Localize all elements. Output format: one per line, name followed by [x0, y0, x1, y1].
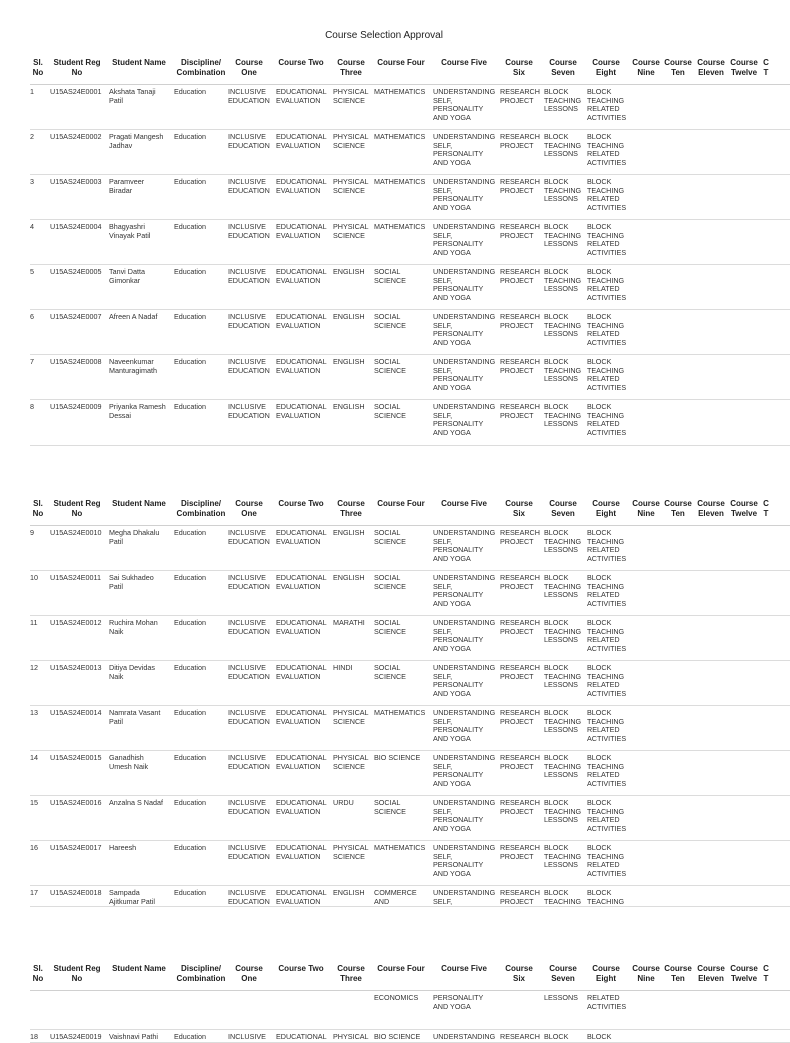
table-cell: BLOCK TEACHING RELATED ACTIVITIES — [587, 663, 627, 698]
table-cell: PHYSICAL SCIENCE — [333, 753, 369, 771]
table-cell: BLOCK TEACHING RELATED ACTIVITIES — [587, 708, 627, 743]
table-cell: EDUCATIONAL — [276, 1032, 327, 1041]
table-cell: Education — [174, 573, 206, 582]
table-cell: UNDERSTANDING SELF, PERSONALITY AND YOGA — [433, 357, 496, 392]
table-cell: EDUCATIONAL EVALUATION — [276, 798, 327, 816]
table-cell: Education — [174, 753, 206, 762]
table-cell: INCLUSIVE EDUCATION — [228, 177, 270, 195]
table-cell: U15AS24E0015 — [50, 753, 102, 762]
table-cell: MATHEMATICS — [374, 132, 426, 141]
table-cell: U15AS24E0011 — [50, 573, 102, 582]
column-header: Course Twelve — [730, 964, 758, 983]
table-cell: BLOCK TEACHING LESSONS — [544, 222, 582, 249]
table-cell: Ruchira Mohan Naik — [109, 618, 158, 636]
table-cell: UNDERSTANDING SELF, PERSONALITY AND YOGA — [433, 708, 496, 743]
column-header: Course Eight — [592, 964, 620, 983]
table-cell: 15 — [30, 798, 38, 807]
table-cell: UNDERSTANDING SELF, PERSONALITY AND YOGA — [433, 573, 496, 608]
table-cell: INCLUSIVE EDUCATION — [228, 753, 270, 771]
table-cell: UNDERSTANDING SELF, PERSONALITY AND YOGA — [433, 798, 496, 833]
table-cell: PHYSICAL SCIENCE — [333, 87, 369, 105]
table-cell: U15AS24E0005 — [50, 267, 102, 276]
table-cell: INCLUSIVE EDUCATION — [228, 222, 270, 240]
column-header: Course Ten — [664, 964, 692, 983]
table-cell: ENGLISH — [333, 402, 365, 411]
table-cell: PHYSICAL SCIENCE — [333, 708, 369, 726]
table-cell: SOCIAL SCIENCE — [374, 798, 406, 816]
table-cell: Megha Dhakalu Patil — [109, 528, 160, 546]
column-header: Course Two — [278, 58, 324, 67]
table-cell: RESEARCH PROJECT — [500, 708, 540, 726]
table-row — [30, 355, 790, 400]
table-cell: BLOCK TEACHING LESSONS — [544, 843, 582, 870]
table-cell: BLOCK TEACHING — [544, 888, 582, 906]
table-cell: INCLUSIVE EDUCATION — [228, 87, 270, 105]
table-cell: LESSONS — [544, 993, 578, 1002]
table-cell: Namrata Vasant Patil — [109, 708, 161, 726]
table-cell: RESEARCH PROJECT — [500, 753, 540, 771]
table-row — [30, 220, 790, 265]
table-cell: Education — [174, 843, 206, 852]
table-cell: Akshata Tanaji Patil — [109, 87, 156, 105]
table-cell: UNDERSTANDING SELF, PERSONALITY AND YOGA — [433, 663, 496, 698]
table-cell: ENGLISH — [333, 267, 365, 276]
table-cell: RESEARCH PROJECT — [500, 357, 540, 375]
table-cell: BLOCK TEACHING RELATED ACTIVITIES — [587, 618, 627, 653]
table-cell: 4 — [30, 222, 34, 231]
table-cell: RESEARCH PROJECT — [500, 402, 540, 420]
table-cell: U15AS24E0010 — [50, 528, 102, 537]
table-cell: 12 — [30, 663, 38, 672]
table-cell: 13 — [30, 708, 38, 717]
table-cell: Sai Sukhadeo Patil — [109, 573, 154, 591]
column-header: Course Nine — [632, 58, 660, 77]
column-header: Course Seven — [549, 964, 577, 983]
column-header: Course Six — [505, 499, 533, 518]
table-header — [30, 58, 790, 85]
table-cell: MARATHI — [333, 618, 365, 627]
table-cell: HINDI — [333, 663, 353, 672]
table-cell: RESEARCH PROJECT — [500, 888, 540, 906]
column-header: Discipline/ Combination — [176, 964, 226, 983]
table-cell: INCLUSIVE EDUCATION — [228, 573, 270, 591]
table-cell: Education — [174, 1032, 206, 1041]
table-row — [30, 886, 790, 907]
table-row — [30, 841, 790, 886]
table-cell: Education — [174, 402, 206, 411]
table-cell: BLOCK TEACHING RELATED ACTIVITIES — [587, 843, 627, 878]
table-cell: EDUCATIONAL EVALUATION — [276, 663, 327, 681]
column-header: Course Nine — [632, 964, 660, 983]
table-cell: SOCIAL SCIENCE — [374, 357, 406, 375]
column-header: Student Name — [112, 964, 166, 973]
column-header: Course Eight — [592, 499, 620, 518]
table-cell: BLOCK TEACHING LESSONS — [544, 798, 582, 825]
table-cell: BLOCK TEACHING LESSONS — [544, 708, 582, 735]
table-row — [30, 130, 790, 175]
table-row — [30, 526, 790, 571]
table-cell: UNDERSTANDING SELF, PERSONALITY AND YOGA — [433, 402, 496, 437]
column-header: Course Two — [278, 964, 324, 973]
column-header: Course Four — [377, 58, 425, 67]
table-cell: Education — [174, 528, 206, 537]
table-cell: RESEARCH PROJECT — [500, 663, 540, 681]
table-cell: EDUCATIONAL EVALUATION — [276, 267, 327, 285]
column-header: Course Seven — [549, 58, 577, 77]
table-cell: PHYSICAL — [333, 1032, 369, 1041]
table-cell: INCLUSIVE EDUCATION — [228, 888, 270, 906]
table-cell: RESEARCH PROJECT — [500, 267, 540, 285]
table-cell: EDUCATIONAL EVALUATION — [276, 573, 327, 591]
table-cell: INCLUSIVE EDUCATION — [228, 618, 270, 636]
table-cell: EDUCATIONAL EVALUATION — [276, 222, 327, 240]
table-cell: EDUCATIONAL EVALUATION — [276, 132, 327, 150]
table-row — [30, 751, 790, 796]
table-cell: Anzalna S Nadaf — [109, 798, 163, 807]
table-cell: SOCIAL SCIENCE — [374, 312, 406, 330]
table-cell: Bhagyashri Vinayak Patil — [109, 222, 151, 240]
column-header: Course Twelve — [730, 499, 758, 518]
column-header: Course Four — [377, 964, 425, 973]
table-cell: Ditiya Devidas Naik — [109, 663, 155, 681]
table-cell: BLOCK TEACHING RELATED ACTIVITIES — [587, 132, 627, 167]
table-cell: 1 — [30, 87, 34, 96]
table-cell: EDUCATIONAL EVALUATION — [276, 753, 327, 771]
table-cell: 8 — [30, 402, 34, 411]
page-title: Course Selection Approval — [325, 30, 443, 41]
column-header: Course Five — [441, 964, 487, 973]
table-cell: BLOCK — [587, 1032, 612, 1041]
column-header: Course Seven — [549, 499, 577, 518]
table-cell: Priyanka Ramesh Dessai — [109, 402, 166, 420]
table-cell: INCLUSIVE EDUCATION — [228, 267, 270, 285]
table-cell: INCLUSIVE EDUCATION — [228, 312, 270, 330]
column-header: Course One — [235, 964, 263, 983]
table-cell: RESEARCH PROJECT — [500, 177, 540, 195]
table-cell: 17 — [30, 888, 38, 897]
table-cell: BLOCK TEACHING RELATED ACTIVITIES — [587, 222, 627, 257]
table-cell: U15AS24E0008 — [50, 357, 102, 366]
table-cell: EDUCATIONAL EVALUATION — [276, 87, 327, 105]
table-cell: Afreen A Nadaf — [109, 312, 158, 321]
column-header: Student Name — [112, 499, 166, 508]
table-cell: BLOCK TEACHING RELATED ACTIVITIES — [587, 357, 627, 392]
table-cell: BLOCK TEACHING LESSONS — [544, 312, 582, 339]
table-row — [30, 571, 790, 616]
table-cell: U15AS24E0001 — [50, 87, 102, 96]
table-cell: U15AS24E0018 — [50, 888, 102, 897]
table-cell: BLOCK TEACHING LESSONS — [544, 132, 582, 159]
table-cell: SOCIAL SCIENCE — [374, 573, 406, 591]
table-cell: Education — [174, 663, 206, 672]
table-cell: MATHEMATICS — [374, 177, 426, 186]
table-cell: PERSONALITY AND YOGA — [433, 993, 484, 1011]
table-cell: 6 — [30, 312, 34, 321]
table-cell: INCLUSIVE — [228, 1032, 266, 1041]
table-cell: SOCIAL SCIENCE — [374, 528, 406, 546]
table-cell: BLOCK TEACHING LESSONS — [544, 753, 582, 780]
table-cell: MATHEMATICS — [374, 222, 426, 231]
table-cell: 11 — [30, 618, 38, 627]
table-cell: RESEARCH PROJECT — [500, 843, 540, 861]
column-header: Course Six — [505, 964, 533, 983]
table-cell: INCLUSIVE EDUCATION — [228, 528, 270, 546]
table-cell: 10 — [30, 573, 38, 582]
table-cell: SOCIAL SCIENCE — [374, 663, 406, 681]
table-cell: EDUCATIONAL EVALUATION — [276, 888, 327, 906]
table-cell: BLOCK TEACHING LESSONS — [544, 267, 582, 294]
table-cell: SOCIAL SCIENCE — [374, 402, 406, 420]
column-header: C T — [763, 964, 769, 983]
table-header — [30, 964, 790, 991]
table-cell: RELATED ACTIVITIES — [587, 993, 627, 1011]
table-row — [30, 1030, 790, 1043]
table-row — [30, 796, 790, 841]
column-header: Course Eleven — [697, 499, 725, 518]
column-header: Discipline/ Combination — [176, 499, 226, 518]
column-header: Course Twelve — [730, 58, 758, 77]
course-table-page-2 — [30, 499, 790, 907]
table-cell: RESEARCH PROJECT — [500, 312, 540, 330]
table-cell: UNDERSTANDING SELF, PERSONALITY AND YOGA — [433, 132, 496, 167]
table-cell: UNDERSTANDING SELF, PERSONALITY AND YOGA — [433, 312, 496, 347]
table-cell: U15AS24E0013 — [50, 663, 102, 672]
table-cell: 3 — [30, 177, 34, 186]
table-cell: Education — [174, 132, 206, 141]
column-header: Course One — [235, 58, 263, 77]
table-cell: INCLUSIVE EDUCATION — [228, 798, 270, 816]
table-cell: EDUCATIONAL EVALUATION — [276, 402, 327, 420]
column-header: Sl. No — [32, 499, 44, 518]
column-header: C T — [763, 58, 769, 77]
table-cell: BLOCK TEACHING LESSONS — [544, 402, 582, 429]
column-header: Course Five — [441, 499, 487, 508]
table-cell: PHYSICAL SCIENCE — [333, 177, 369, 195]
table-cell: COMMERCE AND — [374, 888, 417, 906]
table-cell: 18 — [30, 1032, 38, 1041]
table-cell: ENGLISH — [333, 312, 365, 321]
column-header: Course Eleven — [697, 58, 725, 77]
table-cell: 14 — [30, 753, 38, 762]
table-cell: 5 — [30, 267, 34, 276]
table-cell: MATHEMATICS — [374, 87, 426, 96]
table-row — [30, 400, 790, 446]
table-cell: BLOCK — [544, 1032, 569, 1041]
table-cell: EDUCATIONAL EVALUATION — [276, 843, 327, 861]
table-cell: U15AS24E0009 — [50, 402, 102, 411]
table-cell: SOCIAL SCIENCE — [374, 267, 406, 285]
table-cell: PHYSICAL SCIENCE — [333, 222, 369, 240]
table-cell: BLOCK TEACHING LESSONS — [544, 177, 582, 204]
table-row — [30, 706, 790, 751]
column-header: Course Nine — [632, 499, 660, 518]
table-cell: Education — [174, 267, 206, 276]
table-cell: Education — [174, 618, 206, 627]
table-cell: URDU — [333, 798, 354, 807]
column-header: Student Reg No — [53, 499, 101, 518]
table-header — [30, 499, 790, 526]
table-cell: UNDERSTANDING SELF, PERSONALITY AND YOGA — [433, 753, 496, 788]
table-cell: U15AS24E0003 — [50, 177, 102, 186]
table-cell: BLOCK TEACHING LESSONS — [544, 528, 582, 555]
table-cell: Paramveer Biradar — [109, 177, 145, 195]
table-cell: BLOCK TEACHING — [587, 888, 625, 906]
table-cell: UNDERSTANDING SELF, PERSONALITY AND YOGA — [433, 843, 496, 878]
column-header: Course Ten — [664, 499, 692, 518]
table-cell: INCLUSIVE EDUCATION — [228, 132, 270, 150]
table-cell: U15AS24E0004 — [50, 222, 102, 231]
table-cell: RESEARCH PROJECT — [500, 528, 540, 546]
table-cell: UNDERSTANDING SELF, — [433, 888, 496, 906]
column-header: Course Three — [337, 58, 365, 77]
course-table-page-3 — [30, 964, 790, 1043]
table-row — [30, 175, 790, 220]
table-cell: INCLUSIVE EDUCATION — [228, 843, 270, 861]
table-row — [30, 661, 790, 706]
table-cell: BIO SCIENCE — [374, 753, 421, 762]
table-cell: Naveenkumar Manturagimath — [109, 357, 157, 375]
table-cell: BLOCK TEACHING RELATED ACTIVITIES — [587, 573, 627, 608]
table-cell: U15AS24E0014 — [50, 708, 102, 717]
column-header: Student Reg No — [53, 964, 101, 983]
table-cell: UNDERSTANDING SELF, PERSONALITY AND YOGA — [433, 267, 496, 302]
table-cell: 16 — [30, 843, 38, 852]
table-cell: RESEARCH PROJECT — [500, 573, 540, 591]
table-cell: BLOCK TEACHING LESSONS — [544, 663, 582, 690]
column-header: Student Reg No — [53, 58, 101, 77]
table-row — [30, 616, 790, 661]
table-cell: BLOCK TEACHING LESSONS — [544, 87, 582, 114]
table-cell: BLOCK TEACHING RELATED ACTIVITIES — [587, 177, 627, 212]
table-row — [30, 85, 790, 130]
column-header: Course One — [235, 499, 263, 518]
table-cell: EDUCATIONAL EVALUATION — [276, 618, 327, 636]
table-cell: 2 — [30, 132, 34, 141]
table-cell: BLOCK TEACHING RELATED ACTIVITIES — [587, 312, 627, 347]
table-cell: INCLUSIVE EDUCATION — [228, 402, 270, 420]
column-header: Course Three — [337, 499, 365, 518]
table-cell: ECONOMICS — [374, 993, 419, 1002]
table-cell: U15AS24E0012 — [50, 618, 102, 627]
table-cell: Hareesh — [109, 843, 137, 852]
table-cell: MATHEMATICS — [374, 843, 426, 852]
table-cell: UNDERSTANDING — [433, 1032, 496, 1041]
table-cell: BLOCK TEACHING RELATED ACTIVITIES — [587, 528, 627, 563]
table-cell: SOCIAL SCIENCE — [374, 618, 406, 636]
table-cell: Education — [174, 708, 206, 717]
table-cell: BLOCK TEACHING RELATED ACTIVITIES — [587, 402, 627, 437]
table-cell: UNDERSTANDING SELF, PERSONALITY AND YOGA — [433, 222, 496, 257]
table-cell: Education — [174, 177, 206, 186]
table-cell: BIO SCIENCE — [374, 1032, 421, 1041]
column-header: Course Four — [377, 499, 425, 508]
table-cell: UNDERSTANDING SELF, PERSONALITY AND YOGA — [433, 87, 496, 122]
column-header: Discipline/ Combination — [176, 58, 226, 77]
table-cell: Education — [174, 357, 206, 366]
table-cell: EDUCATIONAL EVALUATION — [276, 312, 327, 330]
table-cell: 7 — [30, 357, 34, 366]
column-header: Sl. No — [32, 964, 44, 983]
table-cell: RESEARCH — [500, 1032, 540, 1041]
table-cell: PHYSICAL SCIENCE — [333, 132, 369, 150]
table-cell: EDUCATIONAL EVALUATION — [276, 528, 327, 546]
table-cell: BLOCK TEACHING LESSONS — [544, 573, 582, 600]
table-cell: Education — [174, 87, 206, 96]
table-cell: BLOCK TEACHING LESSONS — [544, 357, 582, 384]
column-header: Course Ten — [664, 58, 692, 77]
table-cell: ENGLISH — [333, 528, 365, 537]
table-cell: INCLUSIVE EDUCATION — [228, 357, 270, 375]
table-cell: RESEARCH PROJECT — [500, 222, 540, 240]
table-cell: U15AS24E0017 — [50, 843, 102, 852]
column-header: Course Eleven — [697, 964, 725, 983]
table-row — [30, 265, 790, 310]
table-cell: Education — [174, 312, 206, 321]
table-cell: UNDERSTANDING SELF, PERSONALITY AND YOGA — [433, 618, 496, 653]
table-cell: EDUCATIONAL EVALUATION — [276, 708, 327, 726]
table-cell: BLOCK TEACHING RELATED ACTIVITIES — [587, 753, 627, 788]
table-cell: Pragati Mangesh Jadhav — [109, 132, 164, 150]
table-cell: U15AS24E0007 — [50, 312, 102, 321]
table-row — [30, 310, 790, 355]
table-cell: RESEARCH PROJECT — [500, 87, 540, 105]
table-cell: MATHEMATICS — [374, 708, 426, 717]
column-header: Course Six — [505, 58, 533, 77]
column-header: Course Two — [278, 499, 324, 508]
table-cell: Sampada Ajitkumar Patil — [109, 888, 155, 906]
table-cell: Ganadhish Umesh Naik — [109, 753, 149, 771]
table-cell: Vaishnavi Pathi — [109, 1032, 159, 1041]
table-cell: PHYSICAL SCIENCE — [333, 843, 369, 861]
table-row — [30, 991, 790, 1030]
table-cell: RESEARCH PROJECT — [500, 798, 540, 816]
table-cell: 9 — [30, 528, 34, 537]
table-cell: ENGLISH — [333, 357, 365, 366]
column-header: Sl. No — [32, 58, 44, 77]
column-header: Course Eight — [592, 58, 620, 77]
table-cell: ENGLISH — [333, 888, 365, 897]
table-cell: Education — [174, 888, 206, 897]
table-cell: EDUCATIONAL EVALUATION — [276, 177, 327, 195]
column-header: Student Name — [112, 58, 166, 67]
table-cell: U15AS24E0019 — [50, 1032, 102, 1041]
column-header: Course Five — [441, 58, 487, 67]
table-cell: BLOCK TEACHING RELATED ACTIVITIES — [587, 267, 627, 302]
table-cell: UNDERSTANDING SELF, PERSONALITY AND YOGA — [433, 528, 496, 563]
table-cell: ENGLISH — [333, 573, 365, 582]
course-table-page-1 — [30, 58, 790, 446]
table-cell: Education — [174, 798, 206, 807]
table-cell: INCLUSIVE EDUCATION — [228, 708, 270, 726]
table-cell: RESEARCH PROJECT — [500, 132, 540, 150]
table-cell: BLOCK TEACHING RELATED ACTIVITIES — [587, 798, 627, 833]
table-cell: U15AS24E0002 — [50, 132, 102, 141]
table-cell: Education — [174, 222, 206, 231]
table-cell: BLOCK TEACHING RELATED ACTIVITIES — [587, 87, 627, 122]
table-cell: INCLUSIVE EDUCATION — [228, 663, 270, 681]
column-header: C T — [763, 499, 769, 518]
table-cell: UNDERSTANDING SELF, PERSONALITY AND YOGA — [433, 177, 496, 212]
table-cell: Tanvi Datta Gimonkar — [109, 267, 145, 285]
table-cell: U15AS24E0016 — [50, 798, 102, 807]
table-cell: RESEARCH PROJECT — [500, 618, 540, 636]
table-cell: EDUCATIONAL EVALUATION — [276, 357, 327, 375]
table-cell: BLOCK TEACHING LESSONS — [544, 618, 582, 645]
column-header: Course Three — [337, 964, 365, 983]
